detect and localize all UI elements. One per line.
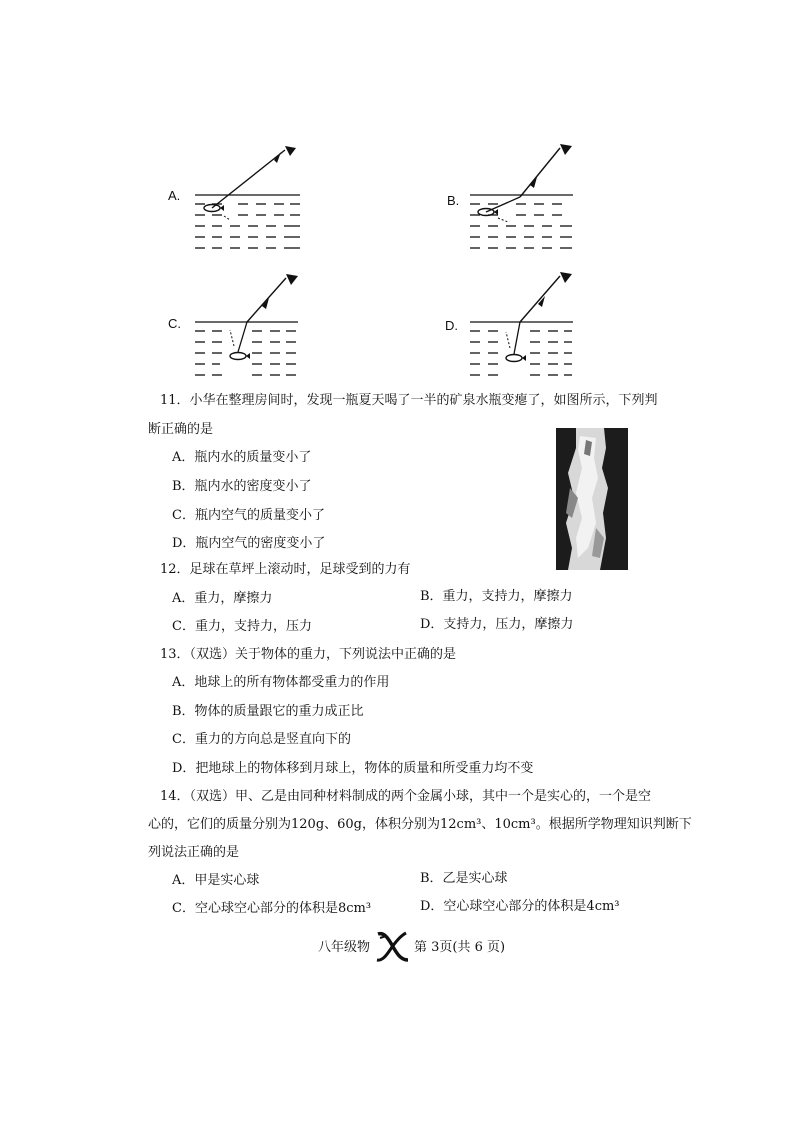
q14-option-d[interactable]: D．空心球空心部分的体积是4cm³	[420, 899, 620, 914]
q11-stem-line2: 断正确的是	[148, 422, 214, 437]
figure-option-b-diagram	[468, 140, 588, 255]
q11-stem-line1: 11．小华在整理房间时，发现一瓶夏天喝了一半的矿泉水瓶变瘪了，如图所示，下列判	[160, 393, 658, 408]
q12-stem: 12．足球在草坪上滚动时，足球受到的力有	[160, 562, 411, 577]
figure-option-a-label: A.	[168, 188, 181, 203]
q12-option-c[interactable]: C．重力，支持力，压力	[172, 619, 312, 634]
q14-option-a[interactable]: A．甲是实心球	[172, 873, 260, 888]
watermark-logo	[374, 930, 412, 964]
q13-option-c[interactable]: C．重力的方向总是竖直向下的	[172, 732, 351, 747]
footer-page-number: 第 3页(共 6 页)	[414, 940, 506, 955]
figure-option-c-label: C.	[168, 316, 181, 331]
q14-stem-line1: 14．（双选）甲、乙是由同种材料制成的两个金属小球，其中一个是实心的，一个是空	[160, 789, 652, 804]
q12-option-a[interactable]: A．重力，摩擦力	[172, 591, 273, 606]
q11-option-a[interactable]: A．瓶内水的质量变小了	[172, 450, 312, 465]
q11-option-d[interactable]: D．瓶内空气的密度变小了	[172, 536, 326, 551]
q12-option-d[interactable]: D．支持力，压力，摩擦力	[420, 617, 574, 632]
q14-option-c[interactable]: C．空心球空心部分的体积是8cm³	[172, 901, 372, 916]
q13-option-d[interactable]: D．把地球上的物体移到月球上，物体的质量和所受重力均不变	[172, 761, 534, 776]
figure-option-a-diagram	[190, 140, 310, 260]
q14-option-b[interactable]: B．乙是实心球	[420, 871, 508, 886]
figure-option-c-diagram	[190, 268, 310, 383]
footer-subject: 八年级物	[318, 940, 371, 955]
figure-option-b-label: B.	[447, 193, 460, 208]
q14-stem-line3: 列说法正确的是	[148, 845, 240, 860]
q13-stem: 13．（双选）关于物体的重力，下列说法中正确的是	[160, 647, 457, 662]
q11-option-b[interactable]: B．瓶内水的密度变小了	[172, 479, 312, 494]
q14-stem-line2: 心的，它们的质量分别为120g、60g，体积分别为12cm³、10cm³。根据所学物理知识判断下	[148, 817, 692, 832]
bottle-photo	[556, 428, 628, 570]
q12-option-b[interactable]: B．重力，支持力，摩擦力	[420, 589, 573, 604]
figure-option-d-label: D.	[445, 318, 458, 333]
q11-option-c[interactable]: C．瓶内空气的质量变小了	[172, 508, 325, 523]
q13-option-b[interactable]: B．物体的质量跟它的重力成正比	[172, 704, 364, 719]
q13-option-a[interactable]: A．地球上的所有物体都受重力的作用	[172, 675, 390, 690]
figure-option-d-diagram	[468, 268, 588, 383]
